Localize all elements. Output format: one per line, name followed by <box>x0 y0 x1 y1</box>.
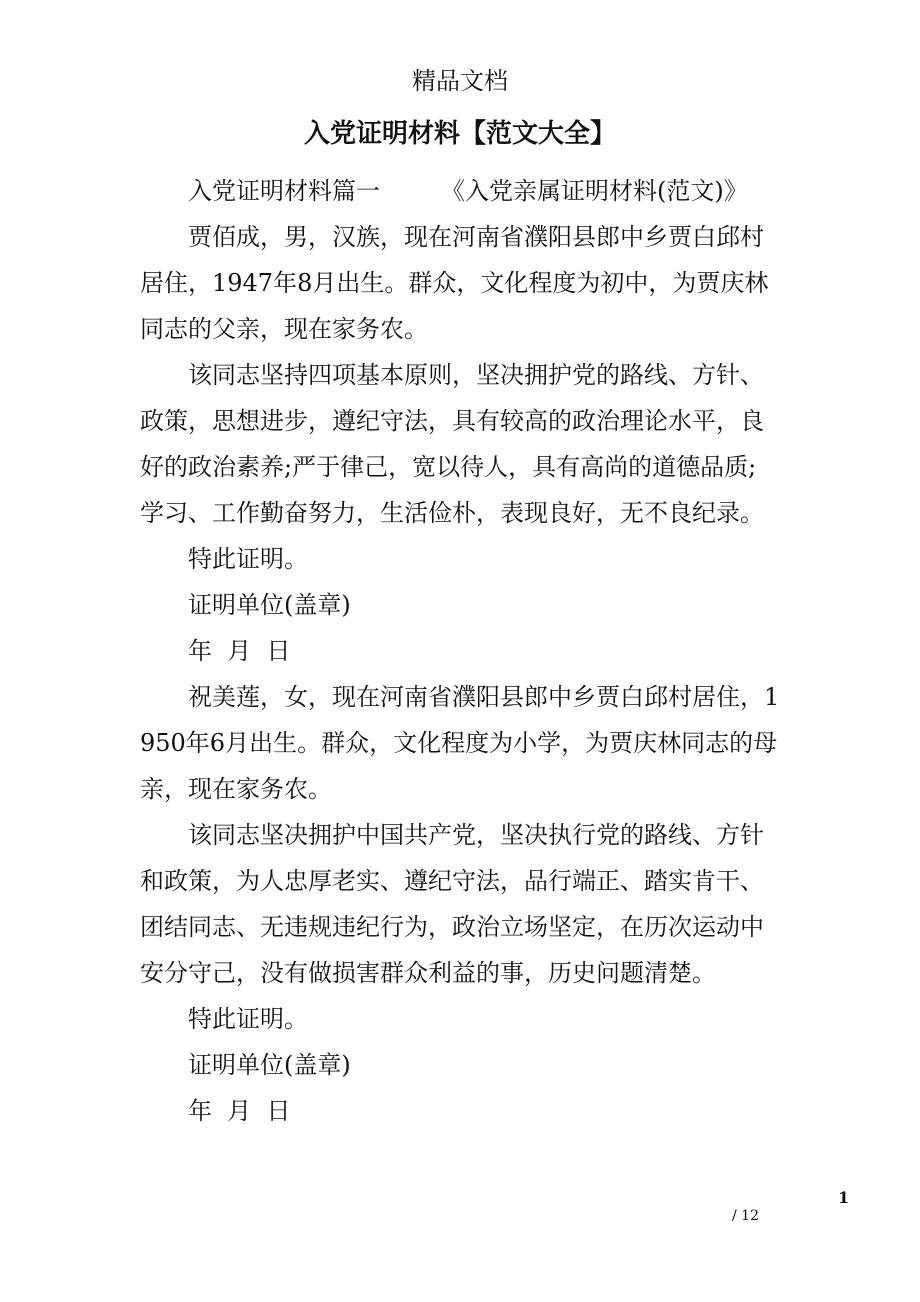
paragraph-mother-intro: 祝美莲，女，现在河南省濮阳县郎中乡贾白邱村居住，1950年6月出生。群众，文化程度为小学，为贾庆林同志的母亲，现在家务农。 <box>140 683 780 803</box>
date-line: 年 月 日 <box>188 637 291 665</box>
document-subtitle-line: 入党证明材料篇一 《入党亲属证明材料(范文)》 <box>188 177 748 205</box>
certification-statement: 特此证明。 <box>188 545 308 573</box>
certification-statement: 特此证明。 <box>188 1005 308 1033</box>
paragraph-mother-assessment: 该同志坚决拥护中国共产党，坚决执行党的路线、方针和政策，为人忠厚老实、遵纪守法，品行端正、踏实肯干、团结同志、无违规违纪行为，政治立场坚定，在历次运动中安分守己，没有做损害群众利益的事，历史问题清楚。 <box>140 821 764 987</box>
document-title: 入党证明材料【范文大全】 <box>303 119 616 149</box>
document-header: 精品文档 <box>412 67 508 95</box>
page-number: 1 <box>838 1188 850 1207</box>
page-total: / 12 <box>732 1208 759 1224</box>
document-body <box>140 168 780 1134</box>
paragraph-father-intro: 贾佰成，男，汉族，现在河南省濮阳县郎中乡贾白邱村居住，1947年8月出生。群众，文化程度为初中，为贾庆林同志的父亲，现在家务农。 <box>140 223 769 343</box>
certifying-unit-line: 证明单位(盖章) <box>188 1051 351 1079</box>
date-line: 年 月 日 <box>188 1097 291 1125</box>
certifying-unit-line: 证明单位(盖章) <box>188 591 351 619</box>
paragraph-father-assessment: 该同志坚持四项基本原则，坚决拥护党的路线、方针、政策，思想进步，遵纪守法，具有较高的政治理论水平，良好的政治素养;严于律己，宽以待人，具有高尚的道德品质;学习、工作勤奋努力，生活俭朴，表现良好，无不良纪录。 <box>140 361 764 527</box>
